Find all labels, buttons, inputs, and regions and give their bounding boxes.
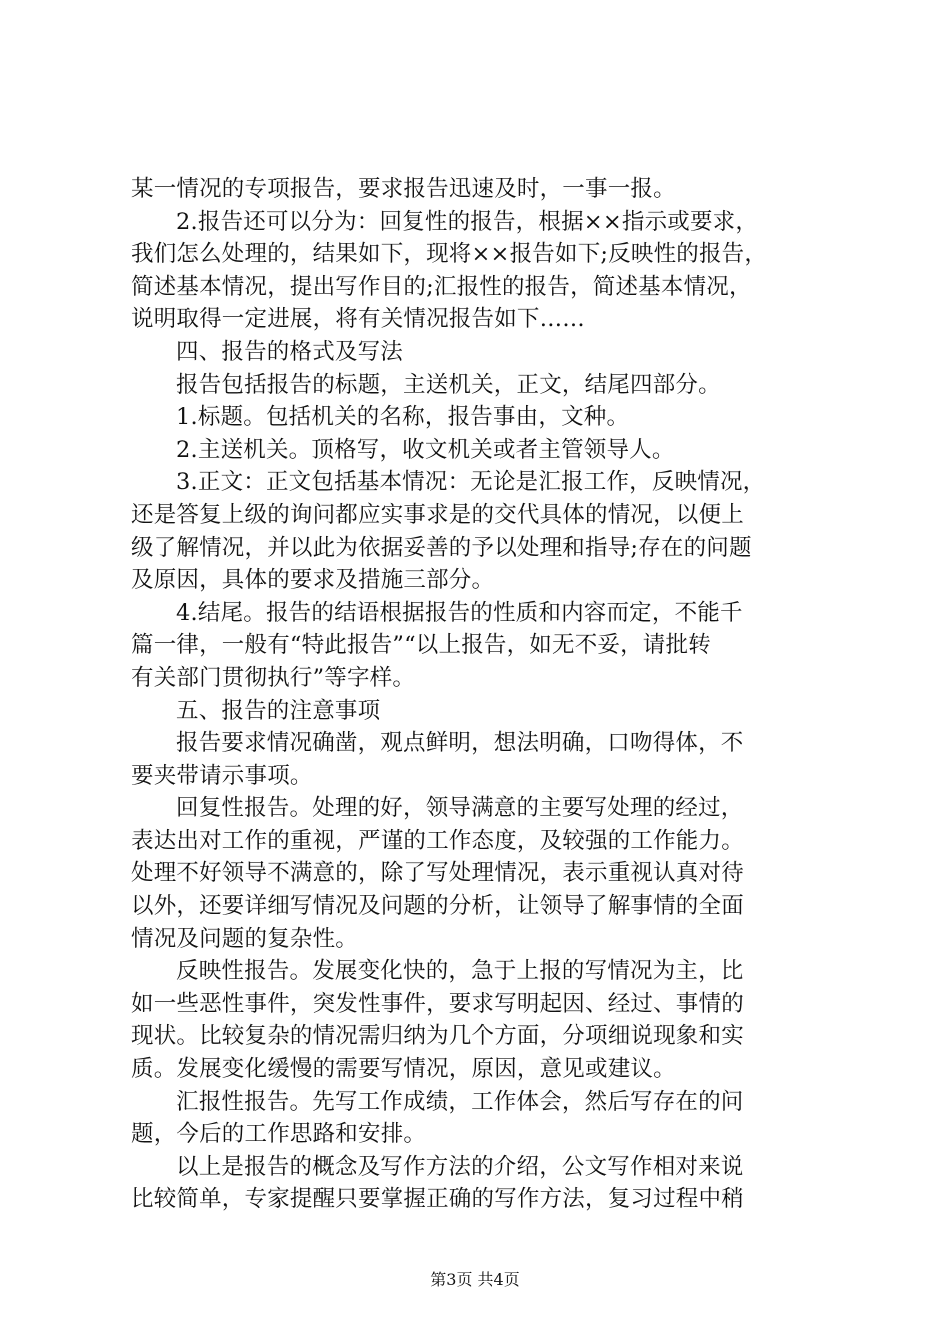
text-line: 及原因，具体的要求及措施三部分。	[131, 567, 495, 594]
page-footer: 第3页 共4页	[430, 1270, 520, 1289]
text-line: 要夹带请示事项。	[131, 762, 313, 789]
text-line: 篇一律，一般有“特此报告”“以上报告，如无不妥，请批转	[131, 632, 711, 659]
text-line: 反映性报告。发展变化快的，急于上报的写情况为主，比	[176, 958, 744, 985]
text-line: 情况及问题的复杂性。	[131, 925, 359, 952]
text-line: 表达出对工作的重视，严谨的工作态度，及较强的工作能力。	[131, 827, 744, 854]
text-line: 如一些恶性事件，突发性事件，要求写明起因、经过、事情的	[131, 990, 744, 1017]
text-line: 质。发展变化缓慢的需要写情况，原因，意见或建议。	[131, 1056, 676, 1083]
text-line: 2.主送机关。顶格写，收文机关或者主管领导人。	[176, 436, 675, 463]
text-line: 我们怎么处理的，结果如下，现将××报告如下;反映性的报告，	[131, 241, 768, 268]
text-line: 题，今后的工作思路和安排。	[131, 1121, 427, 1148]
text-line: 比较简单，专家提醒只要掌握正确的写作方法，复习过程中稍	[131, 1186, 744, 1213]
text-line: 报告包括报告的标题，主送机关，正文，结尾四部分。	[176, 371, 721, 398]
text-line: 有关部门贯彻执行”等字样。	[131, 664, 416, 691]
text-line: 2.报告还可以分为：回复性的报告，根据××指示或要求，	[176, 208, 759, 235]
text-line: 汇报性报告。先写工作成绩，工作体会，然后写存在的问	[176, 1088, 744, 1115]
text-line: 说明取得一定进展，将有关情况报告如下……	[131, 306, 586, 333]
text-line: 还是答复上级的询问都应实事求是的交代具体的情况，以便上	[131, 501, 744, 528]
text-line: 级了解情况，并以此为依据妥善的予以处理和指导;存在的问题	[131, 534, 752, 561]
text-line: 以外，还要详细写情况及问题的分析，让领导了解事情的全面	[131, 893, 744, 920]
text-line: 1.标题。包括机关的名称，报告事由，文种。	[176, 404, 630, 431]
text-line: 五、报告的注意事项	[176, 697, 381, 724]
text-line: 某一情况的专项报告，要求报告迅速及时，一事一报。	[131, 176, 676, 202]
text-line: 现状。比较复杂的情况需归纳为几个方面，分项细说现象和实	[131, 1023, 744, 1050]
text-line: 简述基本情况，提出写作目的;汇报性的报告，简述基本情况，	[131, 273, 752, 300]
text-line: 以上是报告的概念及写作方法的介绍，公文写作相对来说	[176, 1153, 744, 1180]
text-line: 处理不好领导不满意的，除了写处理情况，表示重视认真对待	[131, 860, 744, 887]
text-line: 4.结尾。报告的结语根据报告的性质和内容而定，不能千	[176, 599, 743, 626]
document-body	[131, 173, 831, 1216]
text-line: 报告要求情况确凿，观点鲜明，想法明确，口吻得体，不	[176, 730, 744, 757]
text-line: 四、报告的格式及写法	[176, 338, 404, 365]
text-line: 回复性报告。处理的好，领导满意的主要写处理的经过，	[176, 795, 744, 822]
text-line: 3.正文：正文包括基本情况：无论是汇报工作，反映情况，	[176, 469, 766, 496]
